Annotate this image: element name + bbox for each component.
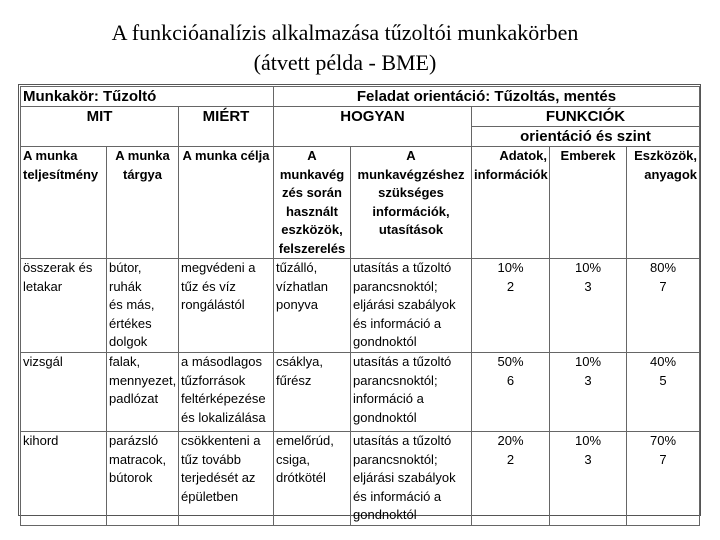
col-eszkozok-line: felszerelés [278, 240, 346, 256]
col-anyagok-line: anyagok [644, 166, 697, 182]
cell-eszkozok-line: tűzálló, [276, 260, 318, 275]
miert-header: MIÉRT [179, 107, 274, 147]
cell-adatok-line: 50% [497, 354, 524, 369]
cell-informaciok-line: utasítás a tűzoltó [353, 433, 452, 448]
cell-emberek [550, 259, 627, 353]
cell-emberek-line: 3 [584, 372, 592, 388]
cell-adatok-line: 10% [497, 260, 524, 275]
col-adatok-header [472, 147, 550, 259]
cell-celja [179, 353, 274, 432]
cell-informaciok-line: információ a [353, 391, 424, 406]
funkciok-header: FUNKCIÓK [472, 107, 700, 127]
cell-informaciok-line: gondnoktól [353, 334, 417, 349]
cell-informaciok-line: gondnoktól [353, 409, 417, 425]
cell-anyagok [627, 259, 700, 353]
cell-celja-line: tűz és víz [181, 278, 236, 294]
cell-targya-line: dolgok [109, 334, 148, 349]
cell-anyagok-line: 5 [659, 372, 667, 388]
col-eszkozok-line: eszközök, [281, 222, 343, 237]
cell-eszkozok-line: vízhatlan [276, 278, 329, 294]
cell-eszkozok-line: csiga, [276, 451, 310, 467]
cell-informaciok [351, 353, 472, 432]
cell-eszkozok [274, 432, 351, 526]
cell-targya-line: mennyezet, [109, 372, 177, 388]
cell-informaciok-line: és információ a [353, 488, 442, 504]
col-eszkozok-line: használt [285, 203, 338, 219]
cell-anyagok-line: 7 [659, 278, 667, 294]
col-eszkozok-line: zés során [282, 185, 342, 200]
col-informaciok-line: munkavégzéshez [357, 166, 465, 182]
cell-informaciok-line: parancsnoktól; [353, 372, 438, 388]
col-informaciok-line: utasítások [378, 222, 444, 237]
cell-teljesitmeny [21, 432, 107, 526]
table-row [21, 432, 700, 526]
cell-emberek-line: 3 [584, 451, 592, 467]
cell-anyagok [627, 353, 700, 432]
col-eszkozok-line: A [307, 148, 317, 163]
cell-targya-line: értékes [109, 315, 152, 331]
cell-informaciok-line: parancsnoktól; [353, 278, 438, 294]
cell-targya-line: matracok, [109, 451, 167, 467]
col-emberek-line: Emberek [560, 148, 616, 163]
function-analysis-table [20, 86, 700, 526]
cell-informaciok-line: eljárási szabályok [353, 470, 456, 485]
col-celja-header [179, 147, 274, 259]
cell-celja-line: a másodlagos [181, 354, 262, 369]
cell-teljesitmeny [21, 353, 107, 432]
cell-teljesitmeny-line: vizsgál [23, 354, 63, 369]
cell-targya-line: falak, [109, 354, 141, 369]
cell-informaciok-line: utasítás a tűzoltó [353, 354, 452, 369]
title-line-2: (átvett példa - BME) [253, 50, 437, 75]
col-teljesitmeny-header [21, 147, 107, 259]
cell-eszkozok-line: emelőrúd, [276, 433, 334, 448]
col-celja-line: A munka célja [182, 148, 270, 163]
job-header: Munkakör: Tűzoltó [21, 87, 274, 107]
cell-eszkozok [274, 353, 351, 432]
cell-adatok [472, 353, 550, 432]
cell-adatok [472, 432, 550, 526]
col-targya-line: tárgya [122, 166, 163, 182]
col-teljesitmeny-line: A munka [23, 148, 78, 163]
cell-informaciok-line: eljárási szabályok [353, 297, 456, 312]
cell-adatok-line: 2 [506, 278, 515, 294]
col-eszkozok-header [274, 147, 351, 259]
cell-eszkozok [274, 259, 351, 353]
cell-teljesitmeny-line: letakar [23, 278, 63, 294]
cell-celja-line: feltérképezése [181, 391, 266, 406]
cell-targya-line: bútor, ruhák [109, 260, 142, 294]
col-eszkozok-line: munkavég [279, 166, 345, 182]
cell-adatok [472, 259, 550, 353]
cell-targya-line: parázsló [109, 433, 159, 448]
cell-emberek-line: 3 [584, 278, 592, 294]
cell-emberek-line: 10% [574, 260, 602, 275]
cell-anyagok-line: 40% [649, 354, 677, 369]
cell-eszkozok-line: csáklya, [276, 354, 323, 369]
cell-targya-line: bútorok [109, 470, 153, 485]
col-informaciok-line: A [406, 148, 416, 163]
cell-informaciok [351, 432, 472, 526]
col-anyagok-line: Eszközök, [634, 148, 697, 163]
orientation-level-header: orientáció és szint [472, 127, 700, 147]
hogyan-header: HOGYAN [274, 107, 472, 147]
cell-emberek [550, 353, 627, 432]
cell-targya [107, 353, 179, 432]
col-targya-line: A munka [115, 148, 170, 163]
cell-teljesitmeny-line: kihord [23, 433, 59, 448]
cell-emberek-line: 10% [574, 433, 602, 448]
col-targya-header [107, 147, 179, 259]
cell-anyagok-line: 7 [659, 451, 667, 467]
cell-informaciok-line: utasítás a tűzoltó [353, 260, 452, 275]
cell-celja [179, 432, 274, 526]
cell-celja-line: csökkenteni a [181, 433, 261, 448]
cell-informaciok-line: gondnoktól [353, 507, 417, 522]
cell-informaciok-line: parancsnoktól; [353, 451, 438, 467]
cell-anyagok-line: 80% [649, 260, 677, 275]
cell-adatok-line: 6 [506, 372, 515, 388]
table-row [21, 353, 700, 432]
cell-celja-line: megvédeni a [181, 260, 256, 275]
col-teljesitmeny-line: teljesítmény [23, 166, 99, 182]
slide-title [0, 18, 690, 78]
cell-informaciok-line: és információ a [353, 315, 442, 331]
mit-header: MIT [21, 107, 179, 147]
cell-adatok-line: 20% [497, 433, 524, 448]
cell-targya-line: padlózat [109, 391, 159, 406]
col-informaciok-line: információk, [372, 203, 450, 219]
col-informaciok-header [351, 147, 472, 259]
col-anyagok-header [627, 147, 700, 259]
cell-celja-line: tűz tovább [181, 451, 241, 467]
cell-celja-line: épületben [181, 488, 239, 504]
cell-teljesitmeny-line: összerak és [23, 260, 93, 275]
col-emberek-header [550, 147, 627, 259]
col-adatok-line: információk [474, 166, 548, 182]
cell-targya-line: és más, [109, 297, 155, 312]
task-orientation-header: Feladat orientáció: Tűzoltás, mentés [274, 87, 700, 107]
table-row [21, 259, 700, 353]
cell-celja [179, 259, 274, 353]
cell-anyagok-line: 70% [649, 433, 677, 448]
cell-celja-line: tűzforrások [181, 372, 246, 388]
cell-adatok-line: 2 [506, 451, 515, 467]
cell-targya [107, 432, 179, 526]
cell-emberek [550, 432, 627, 526]
title-line-1: A funkcióanalízis alkalmazása tűzoltói munkakörben [111, 20, 579, 45]
cell-eszkozok-line: fűrész [276, 372, 312, 388]
cell-anyagok [627, 432, 700, 526]
cell-teljesitmeny [21, 259, 107, 353]
cell-emberek-line: 10% [574, 354, 602, 369]
cell-targya [107, 259, 179, 353]
col-informaciok-line: szükséges [378, 185, 444, 200]
cell-eszkozok-line: drótkötél [276, 470, 326, 485]
cell-celja-line: terjedését az [181, 470, 256, 485]
cell-eszkozok-line: ponyva [276, 297, 318, 312]
col-adatok-line: Adatok, [499, 148, 547, 163]
cell-celja-line: és lokalizálása [181, 409, 266, 425]
cell-celja-line: rongálástól [181, 297, 245, 312]
cell-informaciok [351, 259, 472, 353]
